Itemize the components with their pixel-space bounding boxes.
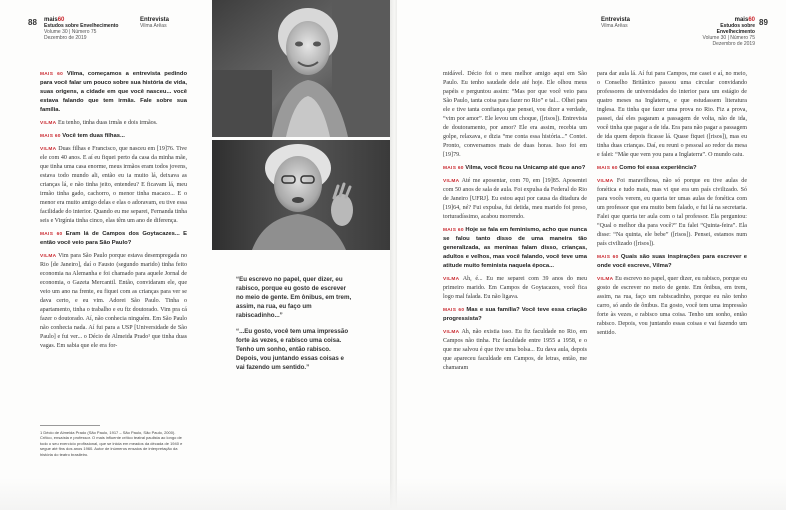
interview-answer (597, 177, 747, 249)
speaker-tag-interviewer: MAIS 60 (597, 166, 618, 172)
answer-text: Até me aposentar, com 70, em [19]85. Aposentei com 50 anos de sala de aula. Foi expulsa da Federal do Rio de Janeiro [UFRJ]. Eu estou aqui por causa da ditadura de [19]64, né? Fui expulsa, fui detida, meu marido foi preso, torturadíssimo, acabou morrendo. (443, 178, 587, 221)
interview-question (40, 132, 187, 141)
bottom-edge-shadow (0, 478, 786, 510)
answer-text: Eu escrevo no papel, quer dizer, eu rabisco, porque eu gosto de escrever no meio de gente. Em ônibus, em trem, assim, na rua, faço um rabiscadinho, porque eu não tenho carro, só ando de ônibus. Eu gosto, você tem uma impressão forte às vezes, e rabisco uma coisa. Tenho um sonho, então rabisco. Depois, vou juntando essas coisas e vai fazendo um sentido. (597, 276, 747, 337)
question-text: Eram lá de Campos dos Goytacazes... E então você veio para São Paulo? (40, 231, 188, 247)
answer-text: para dar aula lá. Aí fui para Campos, me casei e aí, no meio, o Conselho Britânico passou uma circular convidando professores de universidades do interior para um estágio de quatro meses na Inglaterra, e que estudassem literatura inglesa. Eu tinha que fazer uma prova no Rio. Fiz a prova, passei, daí eles pagaram a passagem de volta, não de ida, você tinha que pagar a de ida. Era para não pagar a passagem de ida quem depois ficasse lá. Quase fiquei ([risos]), mas eu tinha duas crianças. Daí, eu reuni o pessoal ao redor da mesa e falei: “Mãe que vem you para a Inglaterra”. O mundo caiu. (597, 71, 747, 159)
pull-quote-2: “...Eu gosto, você tem uma impressão forte às vezes, e rabisco uma coisa. Tenho um sonho, então rabisco. Depois, vou juntando essas coisas e vai fazendo um sentido.” (236, 328, 349, 371)
question-text: Hoje se fala em feminismo, acho que nunca se falou tanto disso de uma maneira tão generalizada, as meninas falam disso, crianças, adultos e velhos, mas você falando, você teve uma atitude muito feminista naquela época... (443, 227, 587, 270)
column-4 (597, 70, 747, 342)
speaker-tag-interviewer: MAIS 60 (40, 232, 63, 238)
answer-text: Ah, é... Eu me separei com 39 anos do meu primeiro marido. Em Campos de Goytacazes, você fica logo mal falada. Eu não ligava. (443, 276, 587, 301)
page-number-right: 89 (759, 18, 768, 27)
question-text: Como foi essa experiência? (619, 165, 697, 172)
photo-vilma-portrait-top (212, 0, 390, 137)
magazine-date-right: Dezembro de 2019 (712, 41, 755, 47)
answer-text: Ah, não existia isso. Eu fiz faculdade no Rio, em Campos não tinha. Fiz faculdade entre 1955 a 1958, e o que me salvou é que tive uma bolsa... Eu dava aula, depois que apareceu faculdade em Campos, de letras, então, me chamaram (443, 329, 587, 372)
answer-text: Foi maravilhosa, não só porque eu tive aulas de fonética e tudo mais, mas vi que era um país civilizado. Só para vocês verem, eu queria ter umas aulas de fonética com um professor que era muito bem falado, e fui lá na secretaria. Falei que queria ter aula com o tal professor. Ela perguntou: “Qual o melhor dia para você?” Eu falei “Quinta-feira”. Ela disse: “Na quinta, ele bebe” ([risos]). Pensei, estamos num país civilizado ([risos]). (597, 178, 747, 248)
speaker-tag-interviewee: VILMA (597, 179, 614, 185)
answer-text: Eu tenho, tinha duas irmãs e dois irmãos. (57, 120, 158, 127)
magazine-subtitle: Estudos sobre Envelhecimento (44, 23, 119, 29)
speaker-tag-interviewer: MAIS 60 (443, 166, 464, 172)
speaker-tag-interviewee: VILMA (40, 254, 57, 260)
speaker-tag-interviewee: VILMA (597, 277, 614, 283)
photo-vilma-portrait-bottom (212, 140, 390, 250)
portrait-image-top (212, 0, 390, 137)
page-number-left: 88 (28, 18, 37, 27)
interview-question (597, 164, 747, 173)
interview-question (443, 164, 587, 173)
interview-answer (443, 275, 587, 302)
answer-text: midável. Décio foi o meu melhor amigo aqui em São Paulo. Eu tenho saudade dele até hoje. Ele olhou meus papéis e perguntou assim: “Mas por que você veio para São Paulo, tanta coisa para fazer no Rio” e tal... Olhei para ele e tive tanta confiança que pensei, vou dizer a verdade, “vim por amor”. Ele levou um choque, ([risos]). Entrevista de doutoramento, por amor? Ele era assim, recebia um golpe, relaxava, e dizia “me conta essa história...” Contei. Pronto, conversamos mais de duas horas. Isso foi em [19]79. (443, 71, 587, 159)
interview-answer (597, 275, 747, 338)
speaker-tag-interviewer: MAIS 60 (40, 72, 64, 77)
section-name-right: Vilma Arêas (601, 23, 628, 29)
question-text: Quais são suas inspirações para escrever e onde você escreve, Vilma? (597, 254, 747, 270)
question-text: Mas e sua família? Você teve essa criação progressista? (443, 307, 587, 323)
column-1 (40, 70, 187, 355)
magazine-logo-right: mais60 (734, 17, 755, 23)
question-text: Você tem duas filhas... (62, 133, 125, 140)
interview-question (443, 226, 587, 271)
speaker-tag-interviewee: VILMA (443, 277, 460, 283)
interview-question (40, 70, 187, 115)
speaker-tag-interviewer: MAIS 60 (443, 228, 464, 234)
pull-quote-1: “Eu escrevo no papel, quer dizer, eu rabisco, porque eu gosto de escrever no meio de gente. Em ônibus, em trem, assim, na rua, eu faço um rabiscadinho...” (236, 276, 352, 319)
footnote-rule (40, 425, 100, 426)
left-section-header (140, 17, 169, 29)
column-3 (443, 70, 587, 377)
speaker-tag-interviewee: VILMA (40, 121, 57, 127)
magazine-volume: Volume 30 | Número 75 (44, 29, 97, 35)
speaker-tag-interviewee: VILMA (40, 147, 57, 153)
magazine-subtitle-right: Estudos sobre Envelhecimento (716, 23, 755, 35)
magazine-logo: mais60 (44, 17, 65, 23)
interview-answer (40, 119, 187, 128)
page-gutter (390, 0, 397, 510)
speaker-tag-interviewee: VILMA (443, 330, 460, 336)
speaker-tag-interviewee: VILMA (443, 179, 460, 185)
interview-answer (40, 145, 187, 226)
right-page (393, 0, 786, 510)
interview-question (443, 306, 587, 324)
question-text: Vilma, você ficou na Unicamp até que ano? (465, 165, 586, 172)
interview-answer (443, 177, 587, 222)
section-label-right: Entrevista (601, 17, 631, 23)
right-section-header (601, 17, 630, 29)
speaker-tag-interviewer: MAIS 60 (40, 134, 61, 140)
interview-answer (40, 252, 187, 351)
left-magazine-header (44, 17, 118, 41)
answer-text: Duas filhas e Francisco, que nasceu em [19]76. Tive ele com 40 anos. E aí eu fiquei perto da casa da minha mãe, que tinha uma casa enorme, meus irmãos eram todos jovens, estava todo mundo ali, então eu ia muito lá, deixava as crianças lá, e não tinha jeito, entendeu? E ficavam lá, meu irmão tinha gado, cachorro, o menor tinha macaco... E o menor era muito amigo delas e elas o adoravam, eu tive essa facilidade do interior. Quando eu me separei, Fernanda tinha seis e Virgínia tinha cinco, elas têm um ano de diferença. (40, 146, 187, 225)
interview-question (40, 230, 187, 248)
answer-text: Vim para São Paulo porque estava desempregada no Rio [de Janeiro], daí o Fausto (segundo marido) tinha feito economia na Alemanha e foi chamado para aquele Jornal de economia, o Gazeta Mercantil. Então, convidaram ele, que veio um ano na frente, eu fiquei com as crianças para ver se dava certo, e eu vim. Adorei São Paulo. Tinha o apartamento, tinha o trabalho e eu fiz doutorado. Vim pra cá fazer o doutorado. Aí, não conhecia ninguém. Em São Paulo não conhecia nada. Aí fui para a USP [Universidade de São Paulo] e fui ver... o Décio de Almeida Prado¹ que tinha duas vagas. Em sabia que ele era for- (40, 253, 188, 350)
speaker-tag-interviewer: MAIS 60 (443, 308, 465, 314)
question-text: Vilma, começamos a entrevista pedindo para você falar um pouco sobre sua história de vida, suas origens, a cidade em que você nasceu... você estava falando que tem irmãs. Fale sobre sua família. (40, 71, 188, 114)
interview-answer (443, 328, 587, 373)
interview-answer (443, 70, 587, 160)
footnote: 1 Décio de Almeida Prado (São Paulo, 1917 – São Paulo, São Paulo, 2000). Crítico, ensaísta e professor. O mais influente crítico teatral paulista ao longo de todo o seu exercício profissional, que se inicia em meados da década de 1940 e segue até fins dos anos 1960. Autor de inúmeros ensaios de interpretação da história do teatro brasileiro. (40, 430, 183, 457)
right-magazine-header (687, 17, 755, 47)
section-name: Vilma Arêas (140, 23, 167, 29)
portrait-image-bottom (212, 140, 390, 250)
section-label: Entrevista (140, 17, 170, 23)
interview-question (597, 253, 747, 271)
magazine-volume-right: Volume 30 | Número 75 (702, 35, 755, 41)
speaker-tag-interviewer: MAIS 60 (597, 255, 619, 261)
magazine-date: Dezembro de 2019 (44, 35, 87, 41)
interview-answer (597, 70, 747, 160)
